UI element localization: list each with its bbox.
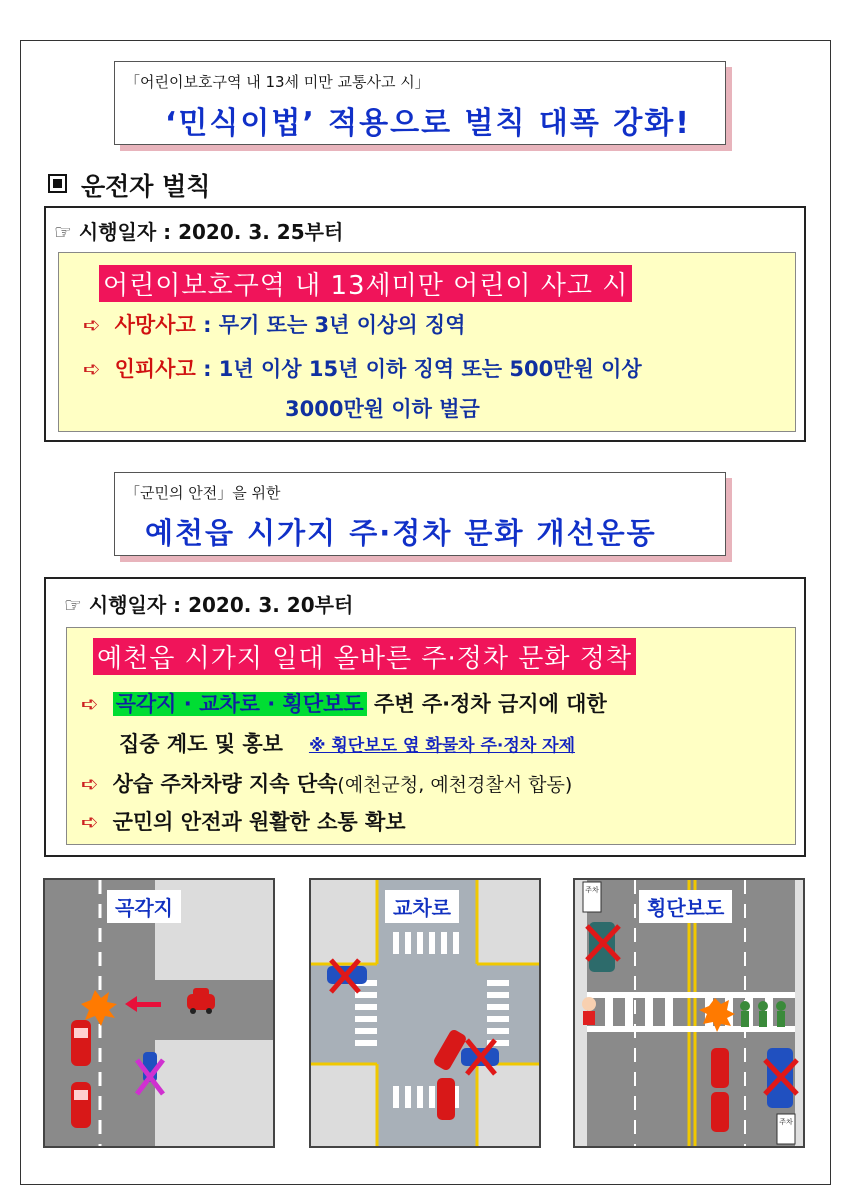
penalty-detail-panel — [58, 252, 796, 432]
banner-title: ‘민식이법’ 적용으로 벌칙 대폭 강화! — [165, 106, 691, 141]
penalty-item-death — [83, 309, 466, 339]
banner-parking-campaign — [114, 472, 726, 556]
campaign-item-1-cont — [119, 728, 575, 758]
illustration-intersection — [309, 878, 541, 1148]
campaign-item-text: 주변 주·정차 금지에 대한 — [366, 692, 607, 716]
illustration-label: 곡각지 — [107, 890, 181, 923]
penalty-text: : 1년 이상 15년 이하 징역 또는 500만원 이상 — [195, 357, 642, 381]
campaign-box — [44, 577, 806, 857]
campaign-item-3 — [81, 806, 406, 836]
penalty-text: : 무기 또는 3년 이상의 징역 — [195, 313, 466, 337]
penalty-item-injury-cont: 3000만원 이하 벌금 — [285, 397, 480, 421]
banner-subtitle: 「어린이보호구역 내 13세 미만 교통사고 시」 — [125, 73, 430, 91]
arrow-icon: ➪ — [83, 313, 101, 337]
campaign-item-2 — [81, 768, 572, 798]
section-title-text: 운전자 벌칙 — [81, 172, 211, 201]
banner-subtitle: 「군민의 안전」을 위한 — [125, 484, 281, 502]
banner-minsik-law — [114, 61, 726, 145]
arrow-icon: ➪ — [81, 772, 99, 796]
arrow-icon: ➪ — [81, 810, 99, 834]
illustration-corner — [43, 878, 275, 1148]
section-title-driver-penalty — [48, 167, 210, 203]
illustration-label: 횡단보도 — [639, 890, 732, 923]
illustration-crosswalk — [573, 878, 805, 1148]
campaign-headline: 예천읍 시가지 일대 올바른 주·정차 문화 정착 — [93, 638, 636, 675]
penalty-box — [44, 206, 806, 442]
arrow-icon: ➪ — [83, 357, 101, 381]
penalty-label: 인피사고 — [114, 357, 196, 381]
square-bullet-icon — [48, 174, 67, 193]
arrow-icon: ➪ — [81, 692, 99, 716]
penalty-headline: 어린이보호구역 내 13세미만 어린이 사고 시 — [99, 265, 632, 302]
no-parking-zones: 곡각지 · 교차로 · 횡단보도 — [113, 692, 367, 716]
effective-date: ☞ 시행일자 : 2020. 3. 25부터 — [54, 220, 344, 244]
campaign-detail-panel — [66, 627, 796, 845]
penalty-item-injury — [83, 353, 642, 383]
penalty-label: 사망사고 — [114, 313, 196, 337]
truck-parking-note: ※ 횡단보도 옆 화물차 주·정차 자제 — [308, 736, 576, 756]
illustration-label: 교차로 — [385, 890, 459, 923]
banner-title: 예천읍 시가지 주·정차 문화 개선운동 — [145, 516, 657, 550]
campaign-item-paren: (예천군청, 예천경찰서 합동) — [337, 774, 573, 796]
no-parking-sign: 주차 — [585, 886, 599, 894]
campaign-item-text: 군민의 안전과 원활한 소통 확보 — [112, 810, 406, 834]
effective-date: ☞ 시행일자 : 2020. 3. 20부터 — [64, 593, 354, 617]
campaign-item-1 — [81, 688, 607, 718]
campaign-item-text: 상습 주차차량 지속 단속 — [112, 772, 338, 796]
campaign-item-text: 집중 계도 및 홍보 — [119, 732, 283, 756]
no-parking-sign: 주차 — [779, 1118, 793, 1126]
